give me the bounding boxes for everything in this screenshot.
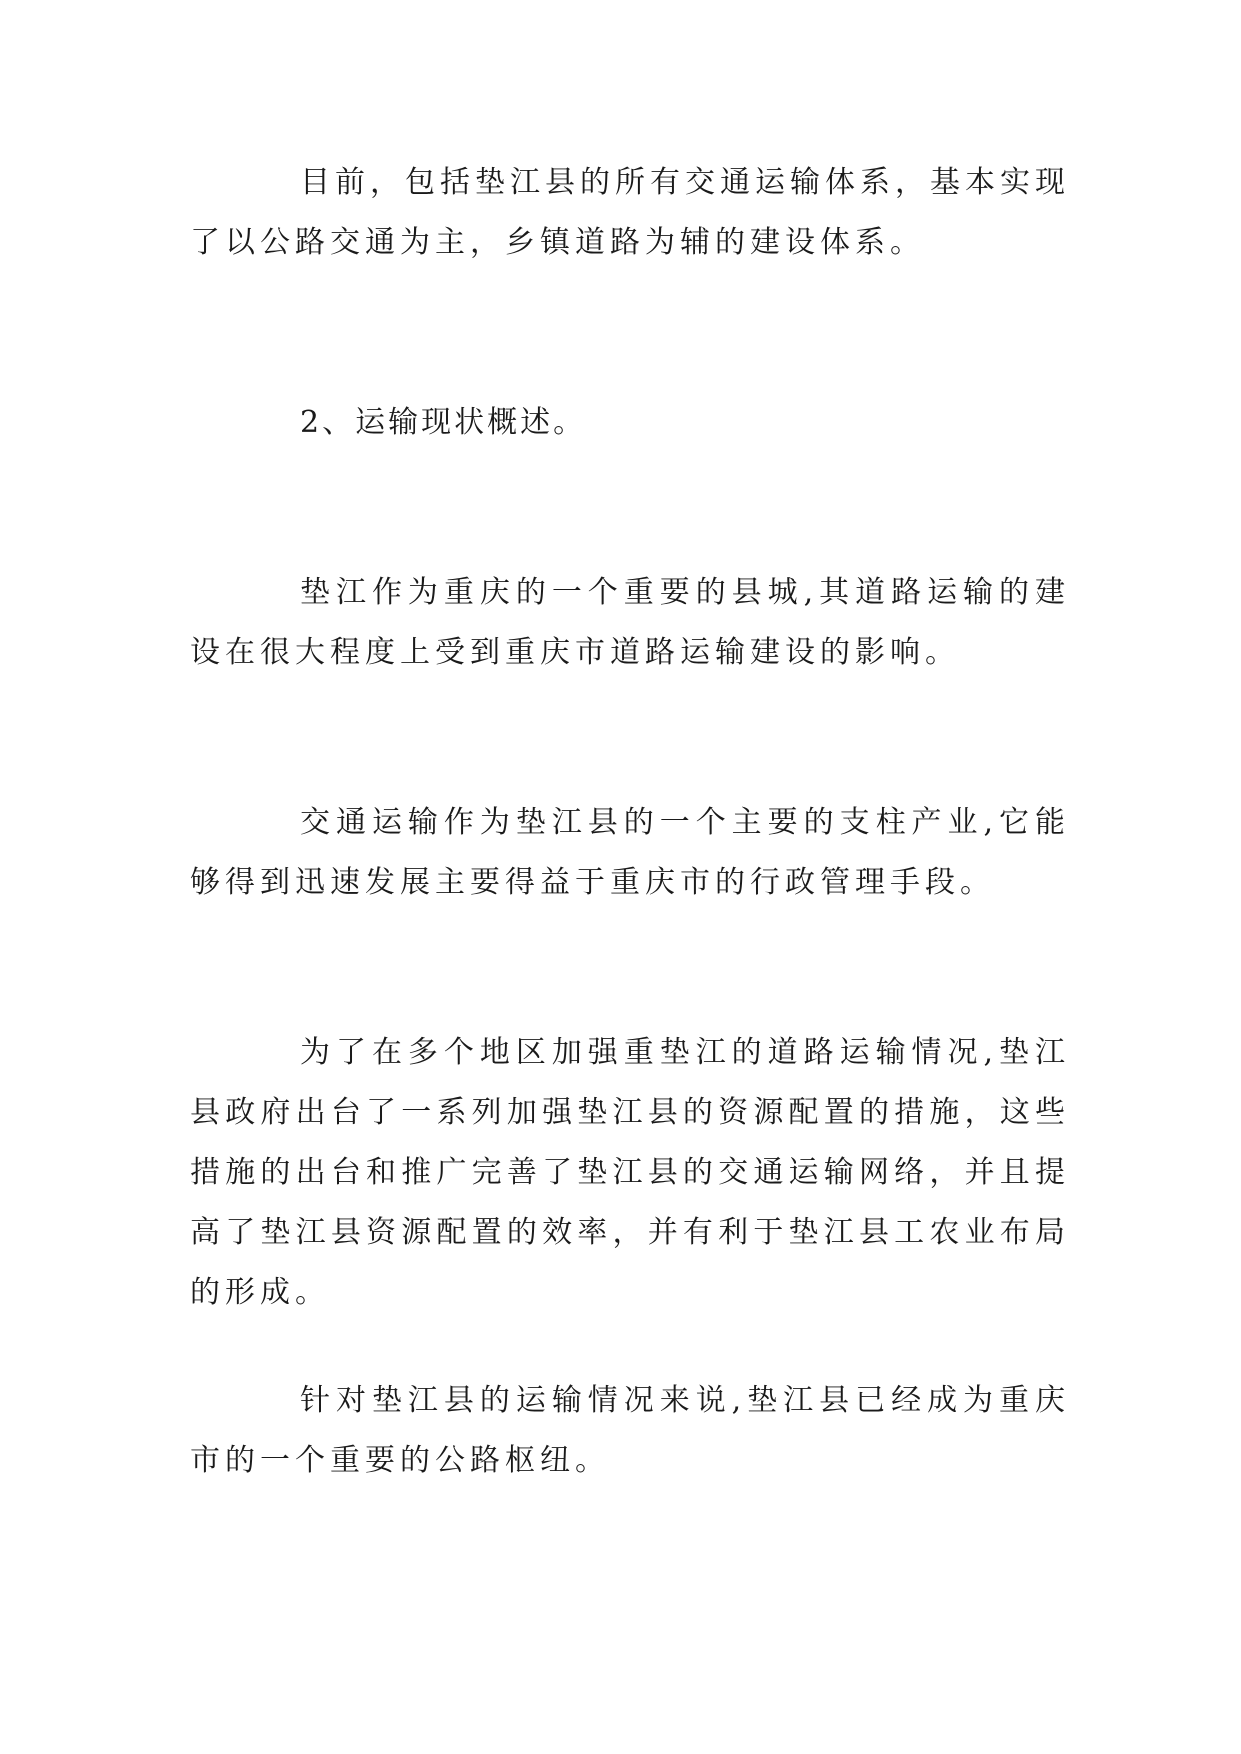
- paragraph-5: 针对垫江县的运输情况来说,垫江县已经成为重庆市的一个重要的公路枢纽。: [190, 1383, 1070, 1478]
- section-heading: 2、运输现状概述。: [300, 405, 587, 440]
- paragraph-4: 为了在多个地区加强重垫江的道路运输情况,垫江县政府出台了一系列加强垫江县的资源配置的措施，这些措施的出台和推广完善了垫江县的交通运输网络，并且提高了垫江县资源配置的效率，并有利于垫江县工农业布局的形成。: [190, 1035, 1070, 1310]
- paragraph-2: 垫江作为重庆的一个重要的县城,其道路运输的建设在很大程度上受到重庆市道路运输建设的影响。: [190, 575, 1070, 670]
- paragraph-3: 交通运输作为垫江县的一个主要的支柱产业,它能够得到迅速发展主要得益于重庆市的行政管理手段。: [190, 805, 1070, 900]
- paragraph-1: 目前，包括垫江县的所有交通运输体系，基本实现了以公路交通为主，乡镇道路为辅的建设体系。: [190, 165, 1070, 260]
